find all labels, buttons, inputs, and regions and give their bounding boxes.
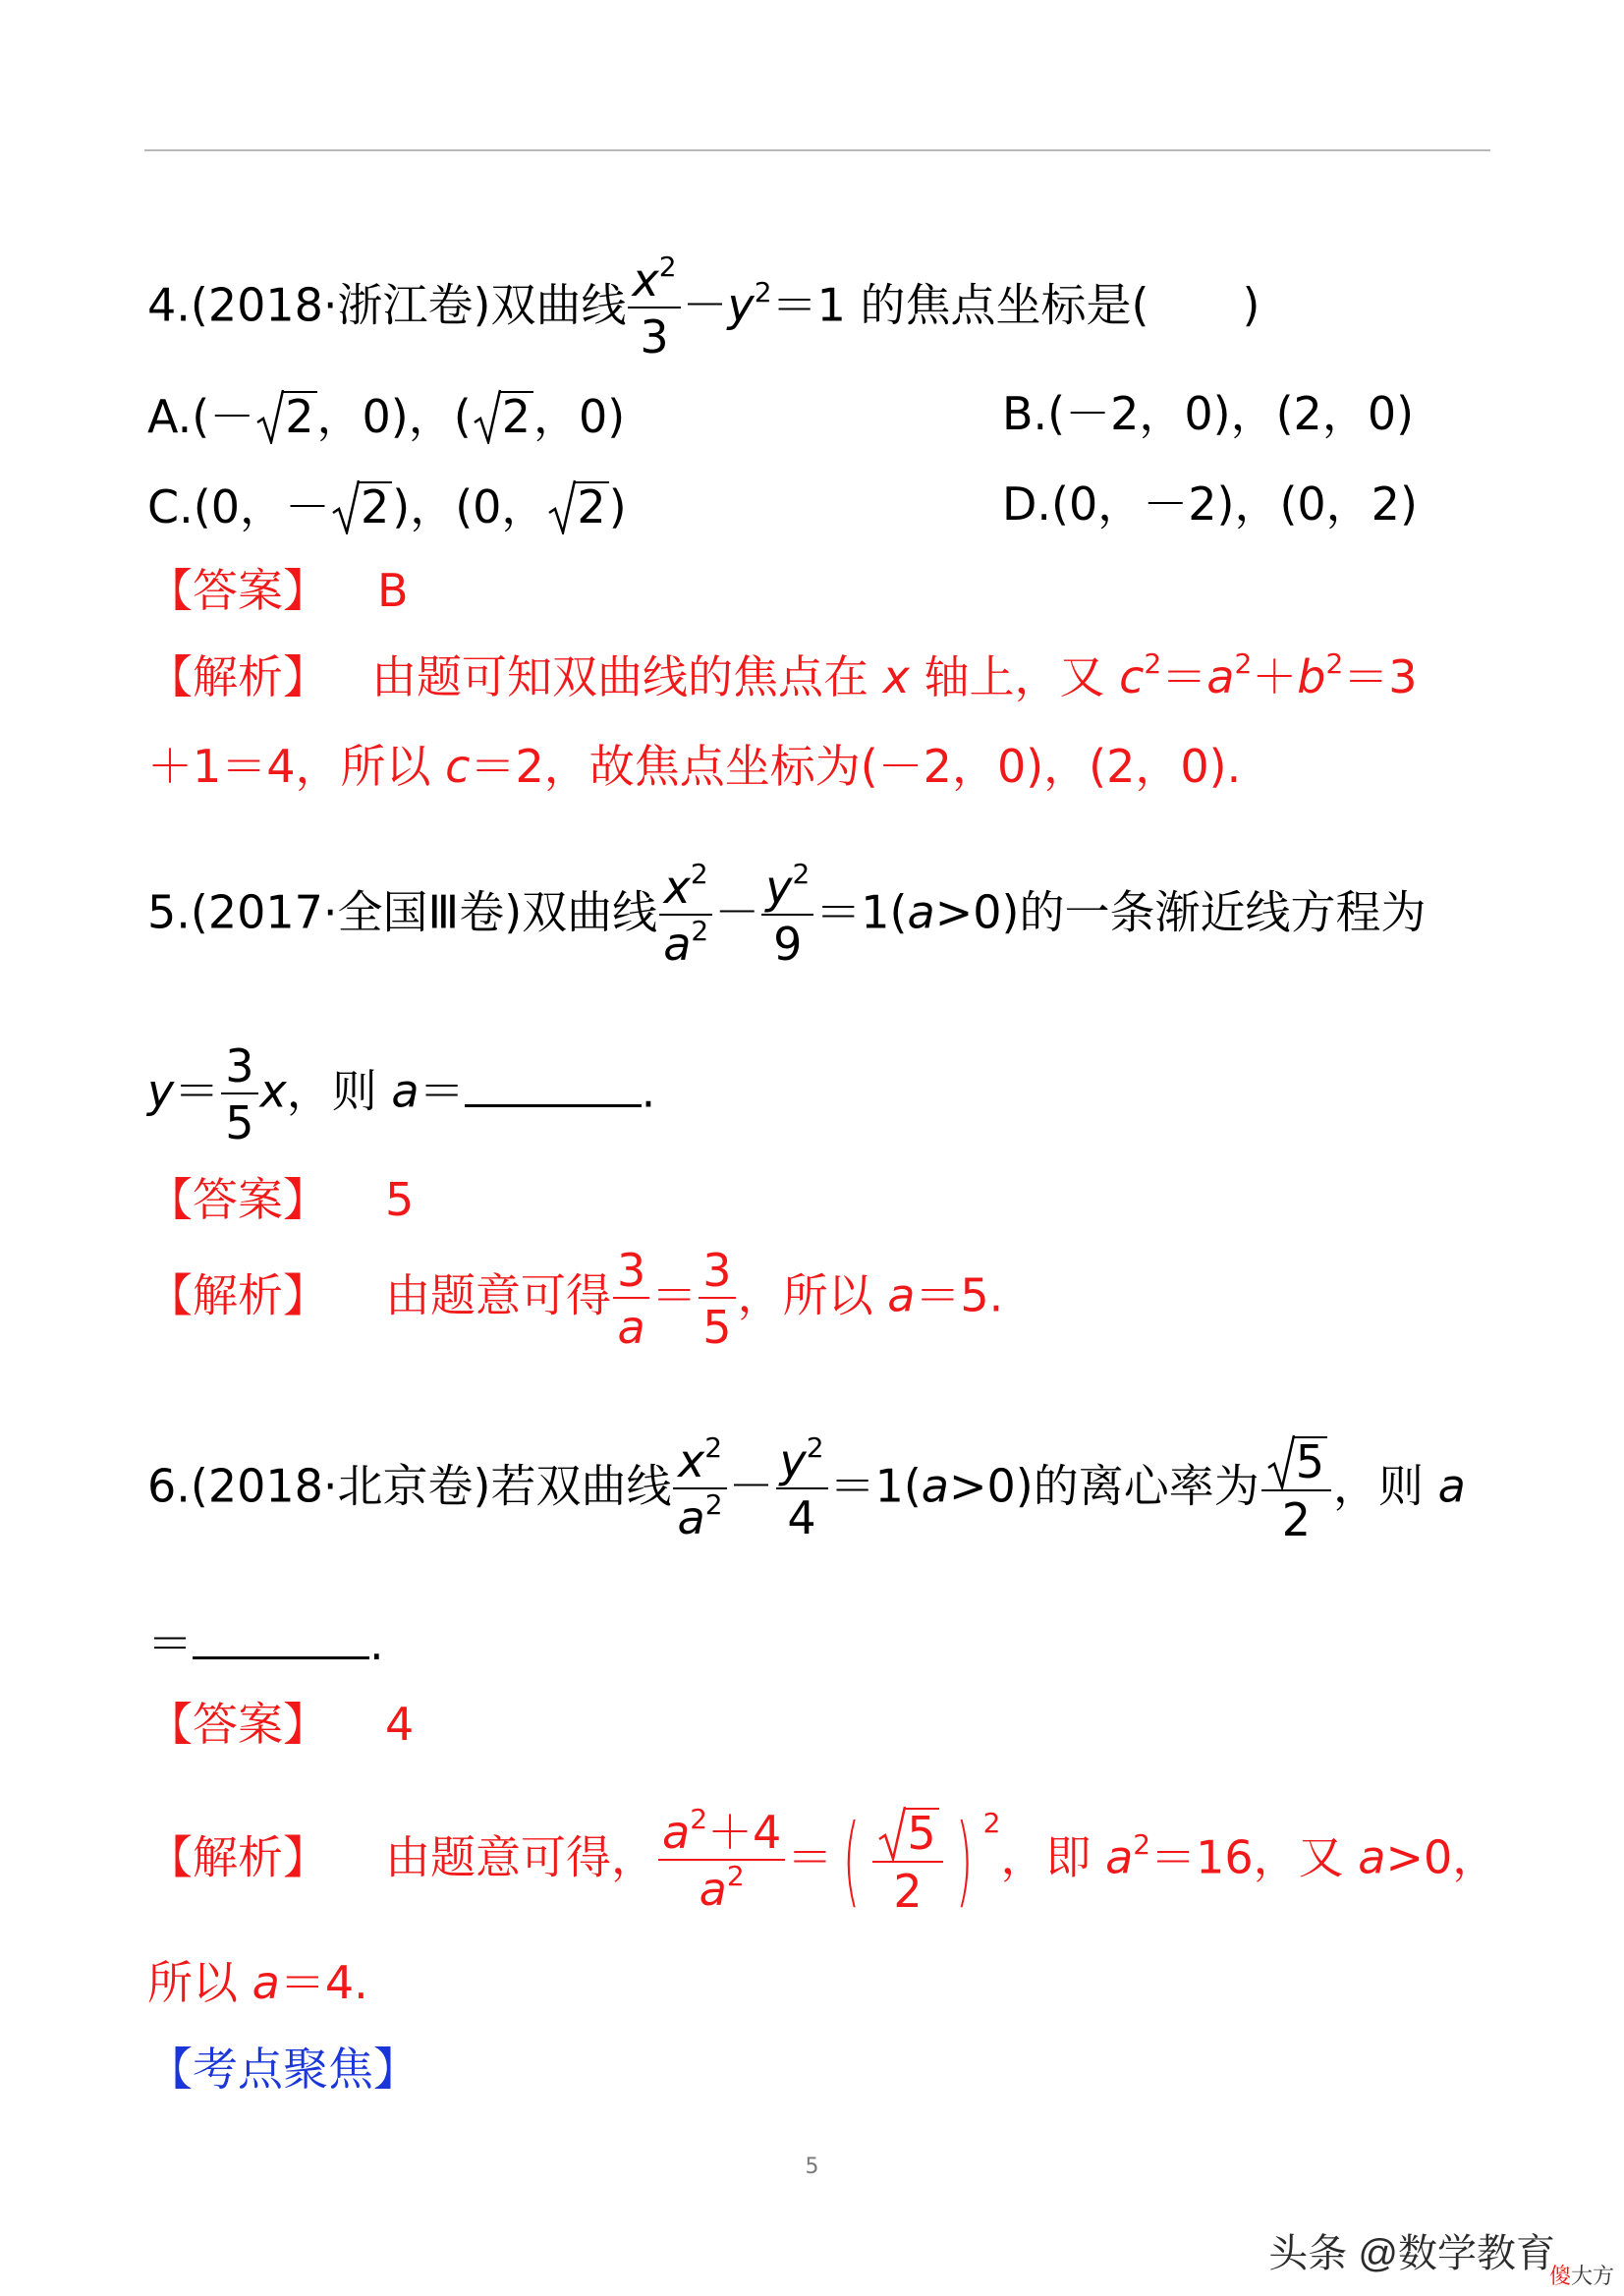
answer-value: B: [377, 564, 409, 617]
watermark: 头条 @数学教育: [1268, 2232, 1555, 2275]
q6-fraction-y: $\frac{y^2}{4}$: [776, 1438, 828, 1540]
sqrt-symbol: 2: [332, 481, 392, 531]
watermark-small: 傻大方: [1548, 2265, 1614, 2289]
q4-answer: [147, 564, 409, 617]
q4-option-d: D.(0，－2)，(0，2): [1002, 477, 1418, 531]
answer-label: 【答案】: [147, 1698, 328, 1751]
left-paren: (: [843, 1803, 861, 1919]
q5-analysis-fraction-1: $\frac{3}{a}$: [613, 1248, 649, 1350]
q5-stem-line2: y＝ $\frac{3}{5}$ x，则 a＝ .: [147, 1039, 656, 1149]
q6-eccentricity-fraction: $\frac{5}{2}$: [1261, 1436, 1331, 1542]
answer-blank: [193, 1627, 369, 1659]
q4-analysis-line2: ＋1＝4，所以 c＝2，故焦点坐标为(－2，0)，(2，0).: [147, 740, 1242, 793]
q6-analysis-sqrt-fraction: $\frac{5}{2}$: [872, 1808, 942, 1914]
q4-analysis-line1: 【解析】 由题可知双曲线的焦点在 x 轴上，又 $c^2=a^2+b^2=3$: [147, 647, 1418, 703]
analysis-label: 【解析】: [147, 650, 328, 703]
q4-option-b: B.(－2，0)，(2，0): [1002, 387, 1415, 440]
q5-analysis: 【解析】 由题意可得 $\frac{3}{a}$ ＝ $\frac{3}{5}$ ，所以 a＝5.: [147, 1244, 1004, 1354]
q6-fraction-x: $\frac{x^2}{a^2}$: [673, 1438, 726, 1540]
q6-analysis-line1: 【解析】 由题意可得， $\frac{a^2+4}{a^2}$ ＝ ( $\frac{5}{2}$ ) $^2$，即 $a^2=16$，又 a>0，: [147, 1803, 1498, 1919]
q5-fraction-y: $\frac{y^2}{9}$: [761, 865, 813, 967]
answer-value: 4: [385, 1698, 415, 1751]
q5-stem-line1: 5.(2017·全国Ⅲ卷)双曲线 $\frac{x^2}{a^2}$ － $\frac{y^2}{9}$ ＝1(a>0)的一条渐近线方程为: [147, 858, 1427, 971]
analysis-label: 【解析】: [147, 1830, 328, 1884]
q6-answer: [147, 1698, 415, 1751]
sqrt-symbol: 2: [256, 391, 316, 440]
q6-stem-line2: ＝ .: [147, 1617, 384, 1670]
q4-stem-text: 4.(2018·浙江卷)双曲线: [147, 278, 627, 332]
section-heading-kaodian: 【考点聚焦】: [147, 2043, 419, 2096]
analysis-label: 【解析】: [147, 1268, 328, 1322]
q4-stem: 4.(2018·浙江卷)双曲线 $\frac{x^2}{3}$ $-y^2=1$ 的焦点坐标是( ): [147, 251, 1260, 364]
sqrt-symbol: 5: [878, 1808, 938, 1857]
q6-analysis-line2: 所以 a＝4.: [147, 1956, 368, 2009]
answer-label: 【答案】: [147, 564, 328, 617]
q6-analysis-fraction: $\frac{a^2+4}{a^2}$: [658, 1810, 785, 1912]
answer-value: 5: [385, 1173, 415, 1226]
q4-option-c: C.(0，－ 2)，(0， 2): [147, 480, 627, 533]
q5-fraction-x: $\frac{x^2}{a^2}$: [659, 865, 712, 967]
answer-blank: [465, 1075, 642, 1107]
answer-label: 【答案】: [147, 1173, 328, 1226]
q5-slope-fraction: $\frac{3}{5}$: [221, 1043, 257, 1146]
header-rule: [144, 149, 1490, 151]
sqrt-symbol: 2: [474, 391, 533, 440]
q6-stem-line1: 6.(2018·北京卷)若双曲线 $\frac{x^2}{a^2}$ － $\frac{y^2}{4}$ ＝1(a>0)的离心率为 $\frac{5}{2}$ ，则 a: [147, 1431, 1466, 1547]
q5-analysis-fraction-2: $\frac{3}{5}$: [699, 1248, 735, 1350]
right-paren: ): [955, 1803, 973, 1919]
page-number: 5: [805, 2155, 819, 2179]
q5-answer: [147, 1173, 415, 1226]
q4-option-a: A.(－ 2，0)，( 2，0): [147, 390, 626, 443]
sqrt-symbol: 5: [1267, 1436, 1327, 1485]
sqrt-symbol: 2: [548, 481, 608, 531]
q4-fraction: $\frac{x^2}{3}$: [628, 257, 680, 360]
